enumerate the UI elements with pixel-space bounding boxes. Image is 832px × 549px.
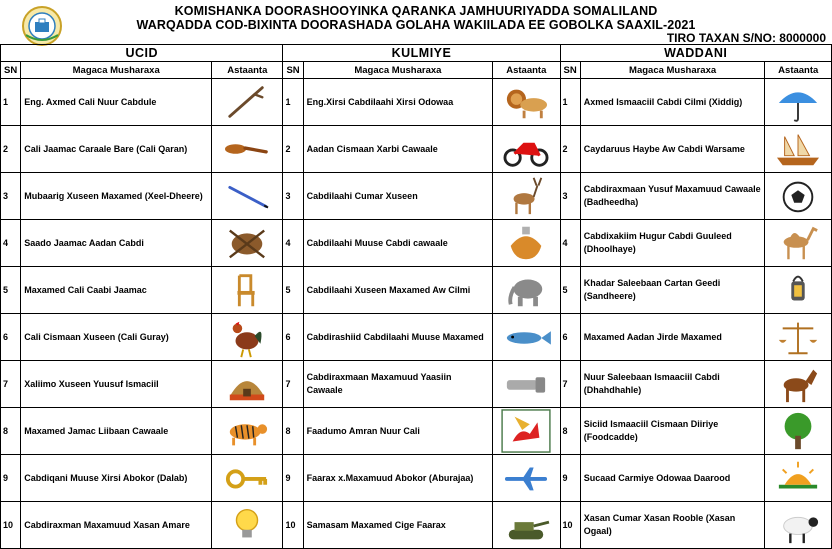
tiger-symbol-cell	[212, 408, 283, 455]
row-number: 9	[1, 455, 21, 502]
flashlight-symbol-cell	[493, 361, 560, 408]
candidate-name-kulmiye: Faarax x.Maxamuud Abokor (Aburajaa)	[303, 455, 492, 502]
col-sn: SN	[1, 62, 21, 79]
umbrella-icon	[769, 80, 827, 124]
col-sn: SN	[283, 62, 303, 79]
lion-symbol-cell	[493, 79, 560, 126]
spoon-icon	[217, 127, 277, 171]
row-number: 1	[1, 79, 21, 126]
col-symbol: Astaanta	[212, 62, 283, 79]
ship-symbol-cell	[765, 126, 832, 173]
stick-icon	[217, 80, 277, 124]
candidate-name-waddani: Cabdiraxmaan Yusuf Maxamuud Cawaale (Badheedha)	[580, 173, 765, 220]
ballot-row	[1, 220, 832, 267]
row-number: 10	[560, 502, 580, 549]
serial-number: TIRO TAXAN S/NO: 8000000	[666, 31, 826, 45]
candidate-name-ucid: Cali Cismaan Xuseen (Cali Guray)	[21, 314, 212, 361]
winged-horse-icon	[497, 409, 555, 453]
candidate-name-ucid: Maxamed Jamac Liibaan Cawaale	[21, 408, 212, 455]
candidate-name-waddani: Khadar Saleebaan Cartan Geedi (Sandheere)	[580, 267, 765, 314]
row-number: 2	[560, 126, 580, 173]
col-name: Magaca Musharaxa	[580, 62, 765, 79]
umbrella-symbol-cell	[765, 79, 832, 126]
candidate-name-kulmiye: Cabdiraxmaan Maxamuud Yaasiin Cawaale	[303, 361, 492, 408]
row-number: 3	[560, 173, 580, 220]
title-line-1: KOMISHANKA DOORASHOOYINKA QARANKA JAMHUURIYADDA SOMALILAND	[174, 4, 658, 18]
motorcycle-symbol-cell	[493, 126, 560, 173]
scales-icon	[769, 315, 827, 359]
camel-icon	[769, 221, 827, 265]
scales-symbol-cell	[765, 314, 832, 361]
tiger-icon	[217, 409, 277, 453]
row-number: 4	[1, 220, 21, 267]
fish-icon	[497, 315, 555, 359]
candidate-name-kulmiye: Faadumo Amran Nuur Cali	[303, 408, 492, 455]
ballot-row	[1, 267, 832, 314]
lantern-icon	[769, 268, 827, 312]
shield-icon	[217, 221, 277, 265]
row-number: 6	[1, 314, 21, 361]
tank-symbol-cell	[493, 502, 560, 549]
party-ucid: UCID	[1, 45, 283, 62]
rooster-icon	[217, 315, 277, 359]
lightbulb-icon	[217, 503, 277, 547]
candidate-name-ucid: Maxamed Cali Caabi Jaamac	[21, 267, 212, 314]
candidate-name-waddani: Axmed Ismaaciil Cabdi Cilmi (Xiddig)	[580, 79, 765, 126]
ballot-row	[1, 173, 832, 220]
lightbulb-symbol-cell	[212, 502, 283, 549]
row-number: 7	[560, 361, 580, 408]
candidate-name-waddani: Maxamed Aadan Jirde Maxamed	[580, 314, 765, 361]
candidate-name-kulmiye: Cabdilaahi Cumar Xuseen	[303, 173, 492, 220]
row-number: 4	[560, 220, 580, 267]
flashlight-icon	[497, 362, 555, 406]
row-number: 4	[283, 220, 303, 267]
hut-icon	[217, 362, 277, 406]
col-sn: SN	[560, 62, 580, 79]
airplane-symbol-cell	[493, 455, 560, 502]
ballot-row	[1, 408, 832, 455]
row-number: 8	[560, 408, 580, 455]
row-number: 7	[283, 361, 303, 408]
row-number: 3	[1, 173, 21, 220]
candidate-name-ucid: Cabdiqani Muuse Xirsi Abokor (Dalab)	[21, 455, 212, 502]
key-icon	[217, 456, 277, 500]
candidate-name-waddani: Sucaad Carmiye Odowaa Daarood	[580, 455, 765, 502]
horse-icon	[769, 362, 827, 406]
row-number: 8	[1, 408, 21, 455]
row-number: 1	[283, 79, 303, 126]
candidate-name-waddani: Cabdixakiim Hugur Cabdi Guuleed (Dhoolhaye)	[580, 220, 765, 267]
airplane-icon	[497, 456, 555, 500]
key-symbol-cell	[212, 455, 283, 502]
candidate-name-waddani: Nuur Saleebaan Ismaaciil Cabdi (Dhahdhahle)	[580, 361, 765, 408]
motorcycle-icon	[497, 127, 555, 171]
candidate-name-ucid: Cabdiraxman Maxamuud Xasan Amare	[21, 502, 212, 549]
chair-symbol-cell	[212, 267, 283, 314]
candidate-name-ucid: Xaliimo Xuseen Yuusuf Ismaciil	[21, 361, 212, 408]
sheep-icon	[769, 503, 827, 547]
pot-icon	[497, 221, 555, 265]
chair-icon	[217, 268, 277, 312]
sunrise-icon	[769, 456, 827, 500]
party-waddani: WADDANI	[560, 45, 832, 62]
camel-symbol-cell	[765, 220, 832, 267]
ballot-row	[1, 455, 832, 502]
row-number: 3	[283, 173, 303, 220]
candidate-name-waddani: Caydaruus Haybe Aw Cabdi Warsame	[580, 126, 765, 173]
candidate-name-ucid: Mubaarig Xuseen Maxamed (Xeel-Dheere)	[21, 173, 212, 220]
row-number: 10	[1, 502, 21, 549]
spoon-symbol-cell	[212, 126, 283, 173]
row-number: 8	[283, 408, 303, 455]
row-number: 10	[283, 502, 303, 549]
row-number: 2	[283, 126, 303, 173]
tank-icon	[497, 503, 555, 547]
lion-icon	[497, 80, 555, 124]
sheep-symbol-cell	[765, 502, 832, 549]
ballot-table	[0, 44, 832, 549]
candidate-name-kulmiye: Eng.Xirsi Cabdilaahi Xirsi Odowaa	[303, 79, 492, 126]
row-number: 9	[283, 455, 303, 502]
row-number: 5	[560, 267, 580, 314]
row-number: 6	[560, 314, 580, 361]
ship-icon	[769, 127, 827, 171]
pot-symbol-cell	[493, 220, 560, 267]
title-line-2: WARQADDA COD-BIXINTA DOORASHADA GOLAHA WAKIILADA EE GOBOLKA SAAXIL-2021	[136, 18, 696, 32]
fish-symbol-cell	[493, 314, 560, 361]
row-number: 9	[560, 455, 580, 502]
winged-horse-symbol-cell	[493, 408, 560, 455]
row-number: 5	[1, 267, 21, 314]
tree-symbol-cell	[765, 408, 832, 455]
col-symbol: Astaanta	[493, 62, 560, 79]
sunrise-symbol-cell	[765, 455, 832, 502]
row-number: 5	[283, 267, 303, 314]
pen-symbol-cell	[212, 173, 283, 220]
row-number: 2	[1, 126, 21, 173]
candidate-name-kulmiye: Cabdirashiid Cabdilaahi Muuse Maxamed	[303, 314, 492, 361]
pen-icon	[217, 174, 277, 218]
candidate-name-waddani: Xasan Cumar Xasan Rooble (Xasan Ogaal)	[580, 502, 765, 549]
row-number: 7	[1, 361, 21, 408]
candidate-name-ucid: Cali Jaamac Caraale Bare (Cali Qaran)	[21, 126, 212, 173]
lantern-symbol-cell	[765, 267, 832, 314]
row-number: 1	[560, 79, 580, 126]
shield-symbol-cell	[212, 220, 283, 267]
ballot-row	[1, 79, 832, 126]
candidate-name-waddani: Siciid Ismaaciil Cismaan Diiriye (Foodcadde)	[580, 408, 765, 455]
candidate-name-kulmiye: Samasam Maxamed Cige Faarax	[303, 502, 492, 549]
elephant-symbol-cell	[493, 267, 560, 314]
col-name: Magaca Musharaxa	[21, 62, 212, 79]
stick-symbol-cell	[212, 79, 283, 126]
horse-symbol-cell	[765, 361, 832, 408]
col-symbol: Astaanta	[765, 62, 832, 79]
ballot-row	[1, 502, 832, 549]
candidate-name-ucid: Saado Jaamac Aadan Cabdi	[21, 220, 212, 267]
ballot-row	[1, 314, 832, 361]
hut-symbol-cell	[212, 361, 283, 408]
antelope-icon	[497, 174, 555, 218]
elephant-icon	[497, 268, 555, 312]
candidate-name-kulmiye: Aadan Cismaan Xarbi Cawaale	[303, 126, 492, 173]
col-name: Magaca Musharaxa	[303, 62, 492, 79]
candidate-name-kulmiye: Cabdilaahi Muuse Cabdi cawaale	[303, 220, 492, 267]
tree-icon	[769, 409, 827, 453]
antelope-symbol-cell	[493, 173, 560, 220]
football-symbol-cell	[765, 173, 832, 220]
candidate-name-ucid: Eng. Axmed Cali Nuur Cabdule	[21, 79, 212, 126]
party-kulmiye: KULMIYE	[283, 45, 560, 62]
row-number: 6	[283, 314, 303, 361]
candidate-name-kulmiye: Cabdilaahi Xuseen Maxamed Aw Cilmi	[303, 267, 492, 314]
football-icon	[769, 174, 827, 218]
ballot-row	[1, 361, 832, 408]
ballot-row	[1, 126, 832, 173]
rooster-symbol-cell	[212, 314, 283, 361]
